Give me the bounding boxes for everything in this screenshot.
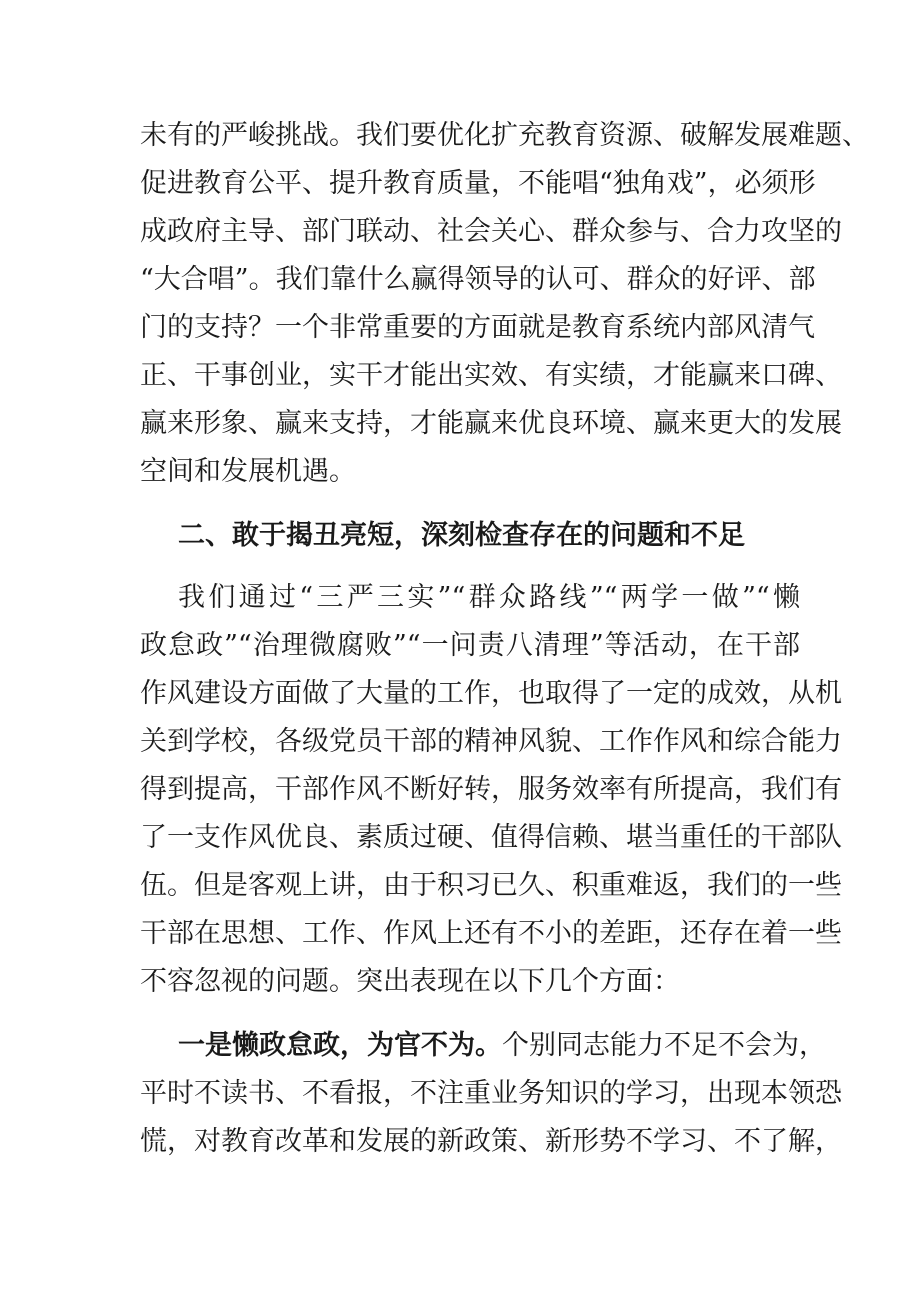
paragraph-1-line: 成政府主导、部门联动、社会关心、群众参与、合力攻坚的 (140, 216, 842, 247)
paragraph-3-line: 平时不读书、不看报，不注重业务知识的学习，出现本领恐 (140, 1078, 842, 1109)
paragraph-1-line: 促进教育公平、提升教育质量，不能唱“独角戏”，必须形 (140, 168, 816, 199)
paragraph-3-first-line-text: 个别同志能力不足不会为， (502, 1030, 826, 1061)
paragraph-1-line: 空间和发展机遇。 (140, 456, 356, 487)
paragraph-2-line: 干部在思想、工作、作风上还有不小的差距，还存在着一些 (140, 918, 842, 949)
paragraph-1-line: “大合唱”。我们靠什么赢得领导的认可、群众的好评、部 (140, 264, 816, 295)
paragraph-2-line: 得到提高，干部作风不断好转，服务效率有所提高，我们有 (140, 774, 842, 805)
paragraph-2-line: 不容忽视的问题。突出表现在以下几个方面： (140, 966, 680, 997)
paragraph-2-line: 作风建设方面做了大量的工作，也取得了一定的成效，从机 (140, 678, 842, 709)
paragraph-1-line: 正、干事创业，实干才能出实效、有实绩，才能赢来口碑、 (140, 360, 842, 391)
paragraph-2-line: 了一支作风优良、素质过硬、值得信赖、堪当重任的干部队 (140, 822, 842, 853)
paragraph-1-line: 未有的严峻挑战。我们要优化扩充教育资源、破解发展难题、 (140, 120, 869, 151)
paragraph-2-line: 我们通过“三严三实”“群众路线”“两学一做”“懒 (178, 582, 800, 613)
paragraph-3-line: 慌，对教育改革和发展的新政策、新形势不学习、不了解， (140, 1126, 842, 1157)
paragraph-2-line: 伍。但是客观上讲，由于积习已久、积重难返，我们的一些 (140, 870, 842, 901)
paragraph-2-line: 政怠政”“治理微腐败”“一问责八清理”等活动，在干部 (140, 630, 800, 661)
section-heading: 二、敢于揭丑亮短，深刻检查存在的问题和不足 (178, 520, 745, 551)
paragraph-2-line: 关到学校，各级党员干部的精神风貌、工作作风和综合能力 (140, 726, 842, 757)
paragraph-3-lead: 一是懒政怠政，为官不为。 (178, 1030, 502, 1061)
paragraph-1-line: 门的支持？一个非常重要的方面就是教育系统内部风清气 (140, 312, 815, 343)
paragraph-1-line: 赢来形象、赢来支持，才能赢来优良环境、赢来更大的发展 (140, 408, 842, 439)
paragraph-3-first-line (178, 1028, 826, 1064)
